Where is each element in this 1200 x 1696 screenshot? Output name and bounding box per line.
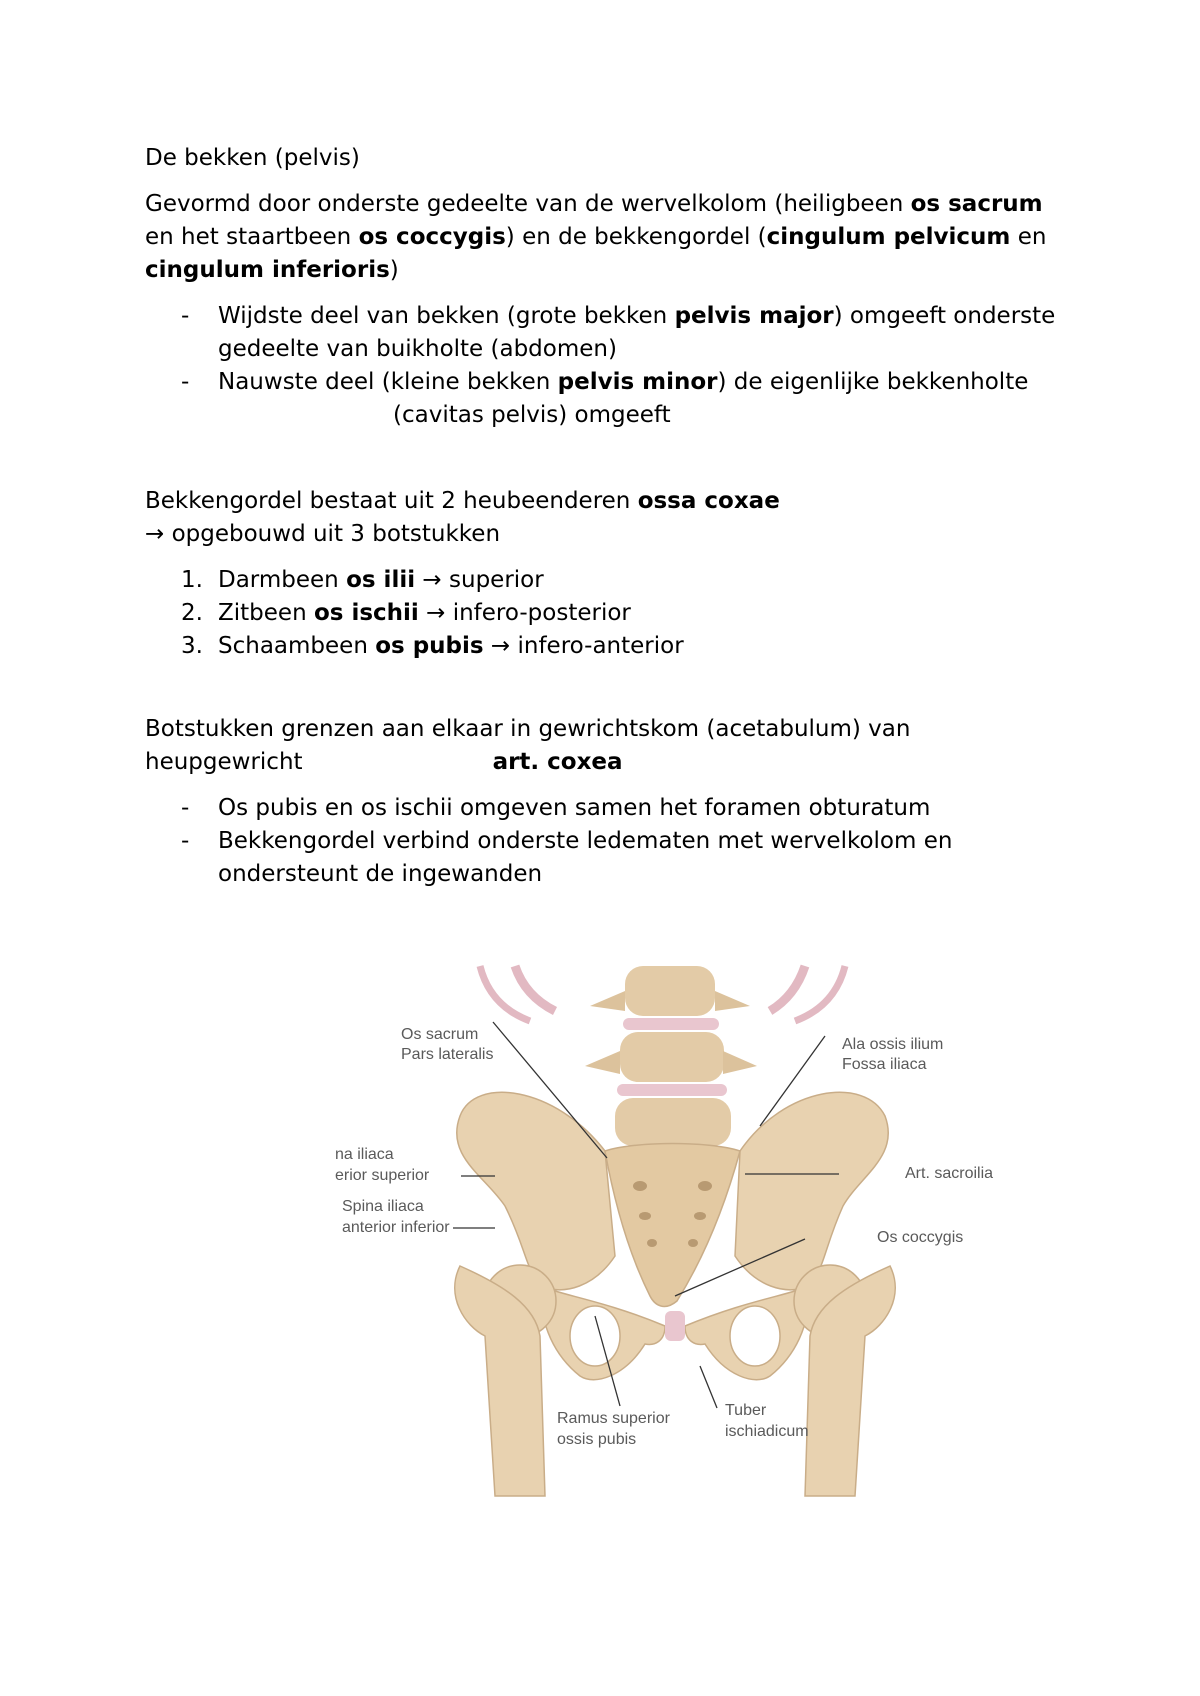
term-art-coxea: art. coxea bbox=[492, 749, 623, 775]
item-term: pelvis minor bbox=[557, 369, 718, 395]
bekkengordel-paragraph bbox=[145, 485, 1075, 551]
dash-bullet: - bbox=[181, 303, 190, 329]
intro-text-5: ) bbox=[389, 257, 399, 283]
item-text: ) omgeeft onderste gedeelte van buikholte (abdomen) bbox=[218, 303, 1056, 362]
document-title: De bekken (pelvis) bbox=[145, 145, 360, 171]
femur-left bbox=[455, 1265, 556, 1496]
list-item bbox=[145, 825, 1075, 891]
dash-bullet: - bbox=[181, 795, 190, 821]
item-text: Schaambeen bbox=[218, 633, 376, 659]
list-number: 2. bbox=[181, 600, 203, 626]
label-spina-iliaca: Spina iliaca bbox=[342, 1198, 424, 1215]
femur-right bbox=[794, 1265, 895, 1496]
label-pars-lateralis: Pars lateralis bbox=[401, 1046, 494, 1063]
item-text: (cavitas pelvis) omgeeft bbox=[393, 402, 671, 428]
item-text: → infero-posterior bbox=[418, 600, 631, 626]
para-text: Bekkengordel bestaat uit 2 heubeenderen bbox=[145, 488, 638, 514]
list-item bbox=[145, 630, 1075, 663]
item-text: Wijdste deel van bekken (grote bekken bbox=[218, 303, 675, 329]
bone-parts-list bbox=[145, 564, 1075, 663]
intro-term-os-coccygis: os coccygis bbox=[358, 224, 506, 250]
label-ossis-pubis: ossis pubis bbox=[557, 1431, 637, 1448]
item-text: Os pubis en os ischii omgeven samen het foramen obturatum bbox=[218, 795, 931, 821]
item-text: → infero-anterior bbox=[483, 633, 684, 659]
para-text: opgebouwd uit 3 botstukken bbox=[164, 521, 501, 547]
item-text: Darmbeen bbox=[218, 567, 347, 593]
label-anterior-inferior: anterior inferior bbox=[342, 1219, 450, 1236]
item-term: os ischii bbox=[313, 600, 419, 626]
label-os-sacrum: Os sacrum bbox=[401, 1026, 479, 1043]
intro-text-3: ) en de bekkengordel ( bbox=[505, 224, 767, 250]
item-term: os ilii bbox=[346, 567, 416, 593]
rib-left bbox=[515, 966, 555, 1011]
intro-term-cingulum-inferioris: cingulum inferioris bbox=[145, 257, 390, 283]
rib-right bbox=[770, 966, 805, 1011]
intro-term-cingulum-pelvicum: cingulum pelvicum bbox=[766, 224, 1011, 250]
label-art-sacroiliaca: Art. sacroilia bbox=[905, 1165, 994, 1182]
label-fossa-iliaca: Fossa iliaca bbox=[842, 1056, 927, 1073]
item-text: ) de eigenlijke bekkenholte bbox=[717, 369, 1029, 395]
acetabulum-paragraph bbox=[145, 713, 1075, 779]
label-ramus-superior: Ramus superior bbox=[557, 1410, 670, 1427]
label-ischiadicum: ischiadicum bbox=[725, 1423, 809, 1440]
label-spina-iliaca-superior: na iliaca bbox=[335, 1146, 394, 1163]
label-anterior-superior: erior superior bbox=[335, 1167, 430, 1184]
ilium-left bbox=[457, 1092, 615, 1289]
intro-paragraph bbox=[145, 188, 1075, 287]
item-term: os pubis bbox=[375, 633, 484, 659]
intro-text-4: en bbox=[1010, 224, 1047, 250]
list-item bbox=[145, 597, 1075, 630]
list-item bbox=[145, 792, 1075, 825]
dash-bullet: - bbox=[181, 828, 190, 854]
list-item bbox=[145, 564, 1075, 597]
foramen-obturatum-right bbox=[730, 1306, 780, 1366]
list-item bbox=[145, 300, 1075, 366]
item-text: Nauwste deel (kleine bekken bbox=[218, 369, 558, 395]
lumbar-vertebrae bbox=[585, 966, 757, 1146]
document-page bbox=[145, 142, 1075, 891]
foramen-obturatum-left bbox=[570, 1306, 620, 1366]
para-text: Botstukken grenzen aan elkaar in gewrichtskom (acetabulum) van heupgewricht bbox=[145, 716, 911, 775]
label-os-coccygis: Os coccygis bbox=[877, 1229, 964, 1246]
pelvis-parts-list bbox=[145, 300, 1075, 432]
pelvis-illustration bbox=[335, 966, 1005, 1496]
label-tuber: Tuber bbox=[725, 1402, 767, 1419]
arrow-icon: → bbox=[145, 521, 165, 547]
dash-bullet: - bbox=[181, 369, 190, 395]
intro-term-os-sacrum: os sacrum bbox=[910, 191, 1043, 217]
item-text: Zitbeen bbox=[218, 600, 314, 626]
item-text: Bekkengordel verbind onderste ledematen met wervelkolom en ondersteunt de ingewanden bbox=[218, 828, 953, 887]
list-number: 3. bbox=[181, 633, 203, 659]
notes-list bbox=[145, 792, 1075, 891]
intro-text-2: en het staartbeen bbox=[145, 224, 359, 250]
intro-text-1: Gevormd door onderste gedeelte van de wervelkolom (heiligbeen bbox=[145, 191, 911, 217]
term-ossa-coxae: ossa coxae bbox=[637, 488, 780, 514]
item-term: pelvis major bbox=[674, 303, 834, 329]
list-number: 1. bbox=[181, 567, 203, 593]
item-text: → superior bbox=[415, 567, 544, 593]
list-item bbox=[145, 366, 1075, 432]
label-ala-ossis-ilium: Ala ossis ilium bbox=[842, 1036, 944, 1053]
sacrum bbox=[605, 1144, 740, 1307]
